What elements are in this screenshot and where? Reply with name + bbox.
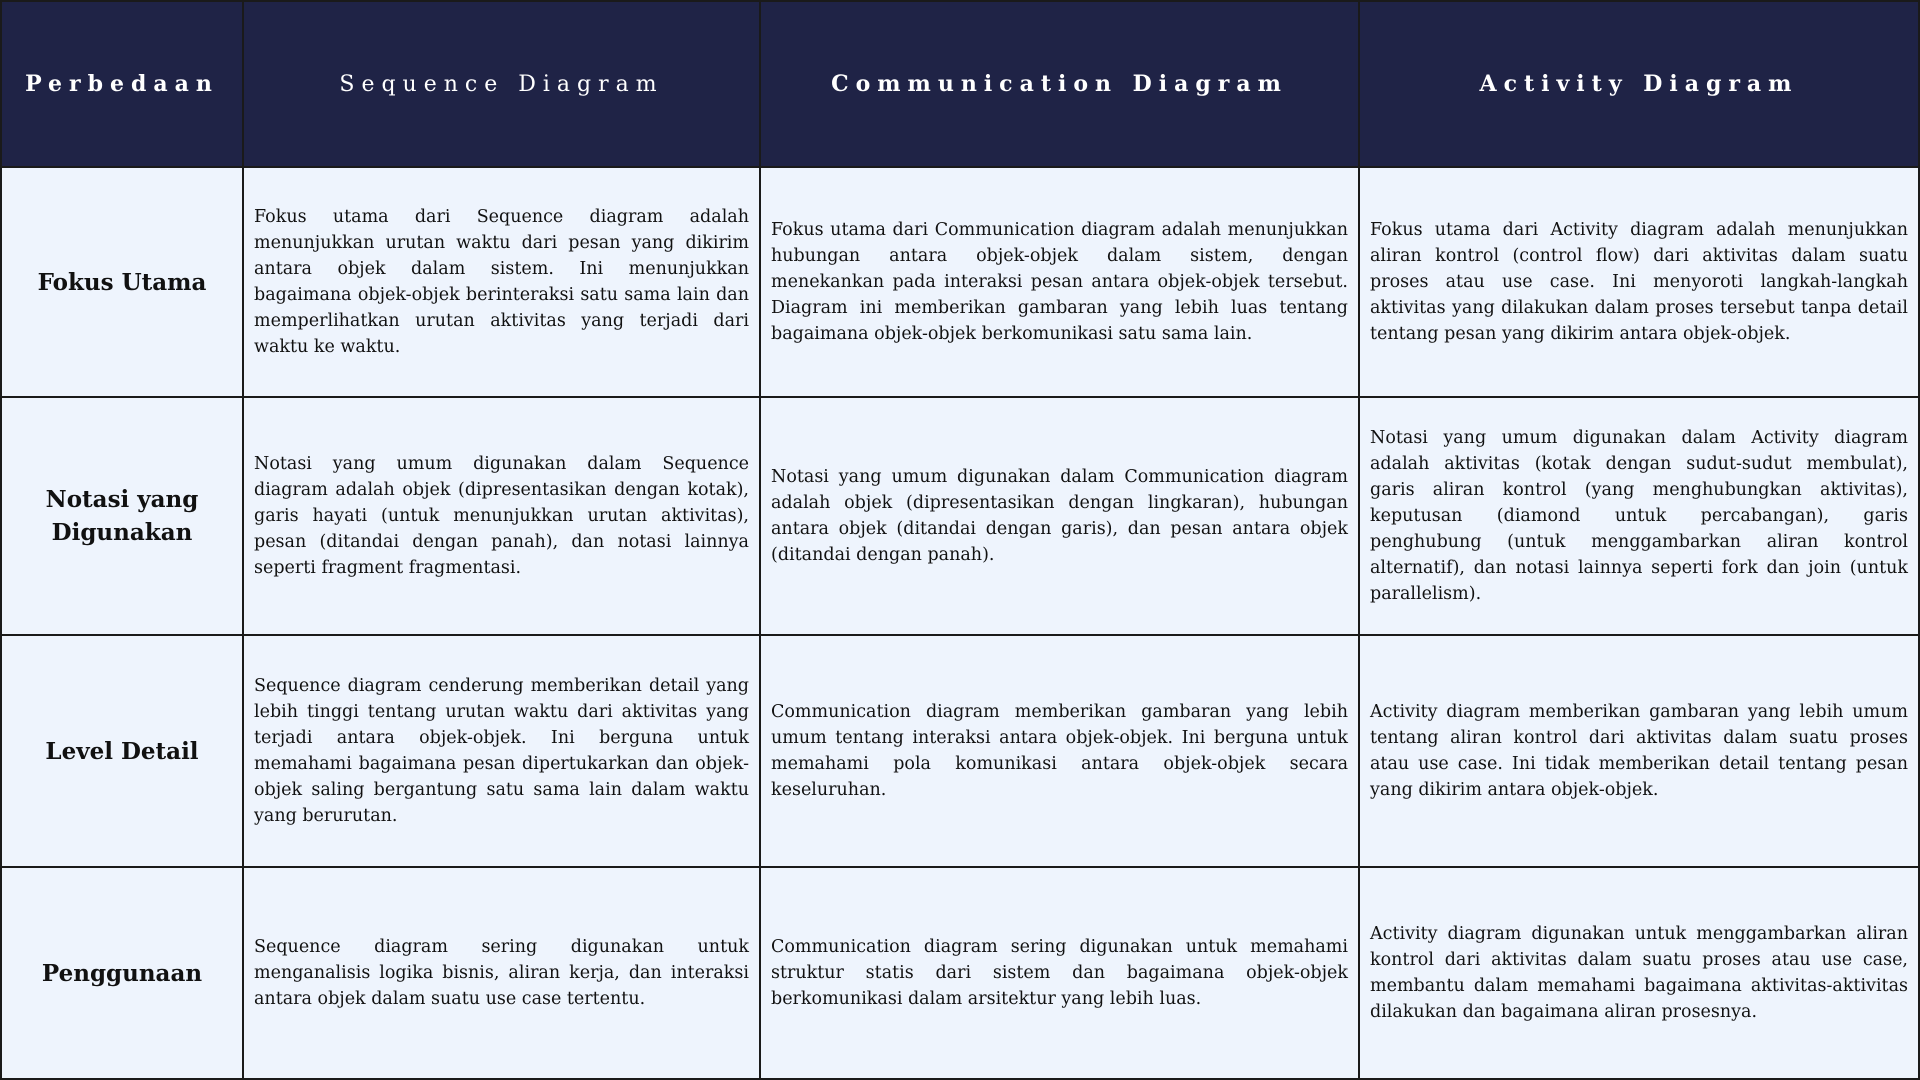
- row-label-text: Fokus Utama: [37, 268, 207, 296]
- row-label-penggunaan: [0, 868, 244, 1080]
- cell-text: Activity diagram memberikan gambaran yang lebih umum tentang aliran kontrol dari aktivitas dalam suatu proses atau use case. Ini tidak memberikan detail tentang pesan yang dikirim antara objek-objek.: [1370, 702, 1908, 800]
- cell-text: Activity diagram digunakan untuk menggambarkan aliran kontrol dari aktivitas dalam suatu proses atau use case, membantu dalam memahami bagaimana aktivitas-aktivitas dilakukan dan bagaimana aliran prosesnya.: [1370, 924, 1908, 1022]
- cell-activity-notasi: [1360, 398, 1920, 636]
- row-label-text: Notasi yang Digunakan: [45, 486, 199, 546]
- cell-text: Sequence diagram sering digunakan untuk menganalisis logika bisnis, aliran kerja, dan interaksi antara objek dalam suatu use case tertentu.: [254, 937, 749, 1009]
- cell-communication-fokus-utama: [761, 168, 1360, 398]
- header-perbedaan: [0, 0, 244, 168]
- cell-text: Sequence diagram cenderung memberikan detail yang lebih tinggi tentang urutan waktu dari aktivitas yang terjadi antara objek-objek. Ini berguna untuk memahami bagaimana pesan dipertukarkan dan objek-objek saling bergantung satu sama lain dalam waktu yang berurutan.: [254, 676, 749, 826]
- cell-communication-notasi: [761, 398, 1360, 636]
- cell-text: Fokus utama dari Communication diagram adalah menunjukkan hubungan antara objek-objek dalam sistem, dengan menekankan pada interaksi pesan antara objek-objek tersebut. Diagram ini memberikan gambaran yang lebih luas tentang bagaimana objek-objek berkomunikasi satu sama lain.: [771, 220, 1348, 344]
- cell-activity-penggunaan: [1360, 868, 1920, 1080]
- header-sequence-diagram-label: Sequence Diagram: [339, 71, 664, 97]
- cell-sequence-notasi: [244, 398, 761, 636]
- header-communication-diagram-label: Communication Diagram: [831, 71, 1288, 97]
- cell-activity-fokus-utama: [1360, 168, 1920, 398]
- cell-communication-penggunaan: [761, 868, 1360, 1080]
- row-label-text: Penggunaan: [41, 959, 203, 987]
- row-label-fokus-utama: [0, 168, 244, 398]
- header-perbedaan-label: Perbedaan: [25, 71, 219, 97]
- cell-text: Communication diagram memberikan gambaran yang lebih umum tentang interaksi antara objek-objek. Ini berguna untuk memahami pola komunikasi antara objek-objek secara keseluruhan.: [771, 702, 1348, 800]
- cell-text: Notasi yang umum digunakan dalam Sequence diagram adalah objek (dipresentasikan dengan kotak), garis hayati (untuk menunjukkan urutan aktivitas), pesan (ditandai dengan panah), dan notasi lainnya seperti fragment fragmentasi.: [254, 454, 749, 578]
- header-activity-diagram: [1360, 0, 1920, 168]
- row-label-notasi: [0, 398, 244, 636]
- row-label-text: Level Detail: [45, 737, 199, 765]
- cell-sequence-penggunaan: [244, 868, 761, 1080]
- cell-text: Communication diagram sering digunakan untuk memahami struktur statis dari sistem dan bagaimana objek-objek berkomunikasi dalam arsitektur yang lebih luas.: [771, 937, 1348, 1009]
- cell-communication-level-detail: [761, 636, 1360, 868]
- header-activity-diagram-label: Activity Diagram: [1479, 71, 1799, 97]
- cell-text: Fokus utama dari Activity diagram adalah menunjukkan aliran kontrol (control flow) dari aktivitas dalam suatu proses atau use case. Ini menyoroti langkah-langkah aktivitas yang dilakukan dalam proses tersebut tanpa detail tentang pesan yang dikirim antara objek-objek.: [1370, 220, 1908, 344]
- cell-text: Fokus utama dari Sequence diagram adalah menunjukkan urutan waktu dari pesan yang dikirim antara objek dalam sistem. Ini menunjukkan bagaimana objek-objek berinteraksi satu sama lain dan memperlihatkan urutan aktivitas yang terjadi dari waktu ke waktu.: [254, 207, 749, 357]
- header-sequence-diagram: [244, 0, 761, 168]
- cell-text: Notasi yang umum digunakan dalam Activity diagram adalah aktivitas (kotak dengan sudut-sudut membulat), garis aliran kontrol (yang menghubungkan aktivitas), keputusan (diamond untuk percabangan), garis penghubung (untuk menggambarkan aliran kontrol alternatif), dan notasi lainnya seperti fork dan join (untuk parallelism).: [1370, 428, 1908, 604]
- cell-text: Notasi yang umum digunakan dalam Communication diagram adalah objek (dipresentasikan dengan lingkaran), hubungan antara objek (ditandai dengan garis), dan pesan antara objek (ditandai dengan panah).: [771, 467, 1348, 565]
- header-communication-diagram: [761, 0, 1360, 168]
- row-label-level-detail: [0, 636, 244, 868]
- cell-sequence-level-detail: [244, 636, 761, 868]
- cell-sequence-fokus-utama: [244, 168, 761, 398]
- cell-activity-level-detail: [1360, 636, 1920, 868]
